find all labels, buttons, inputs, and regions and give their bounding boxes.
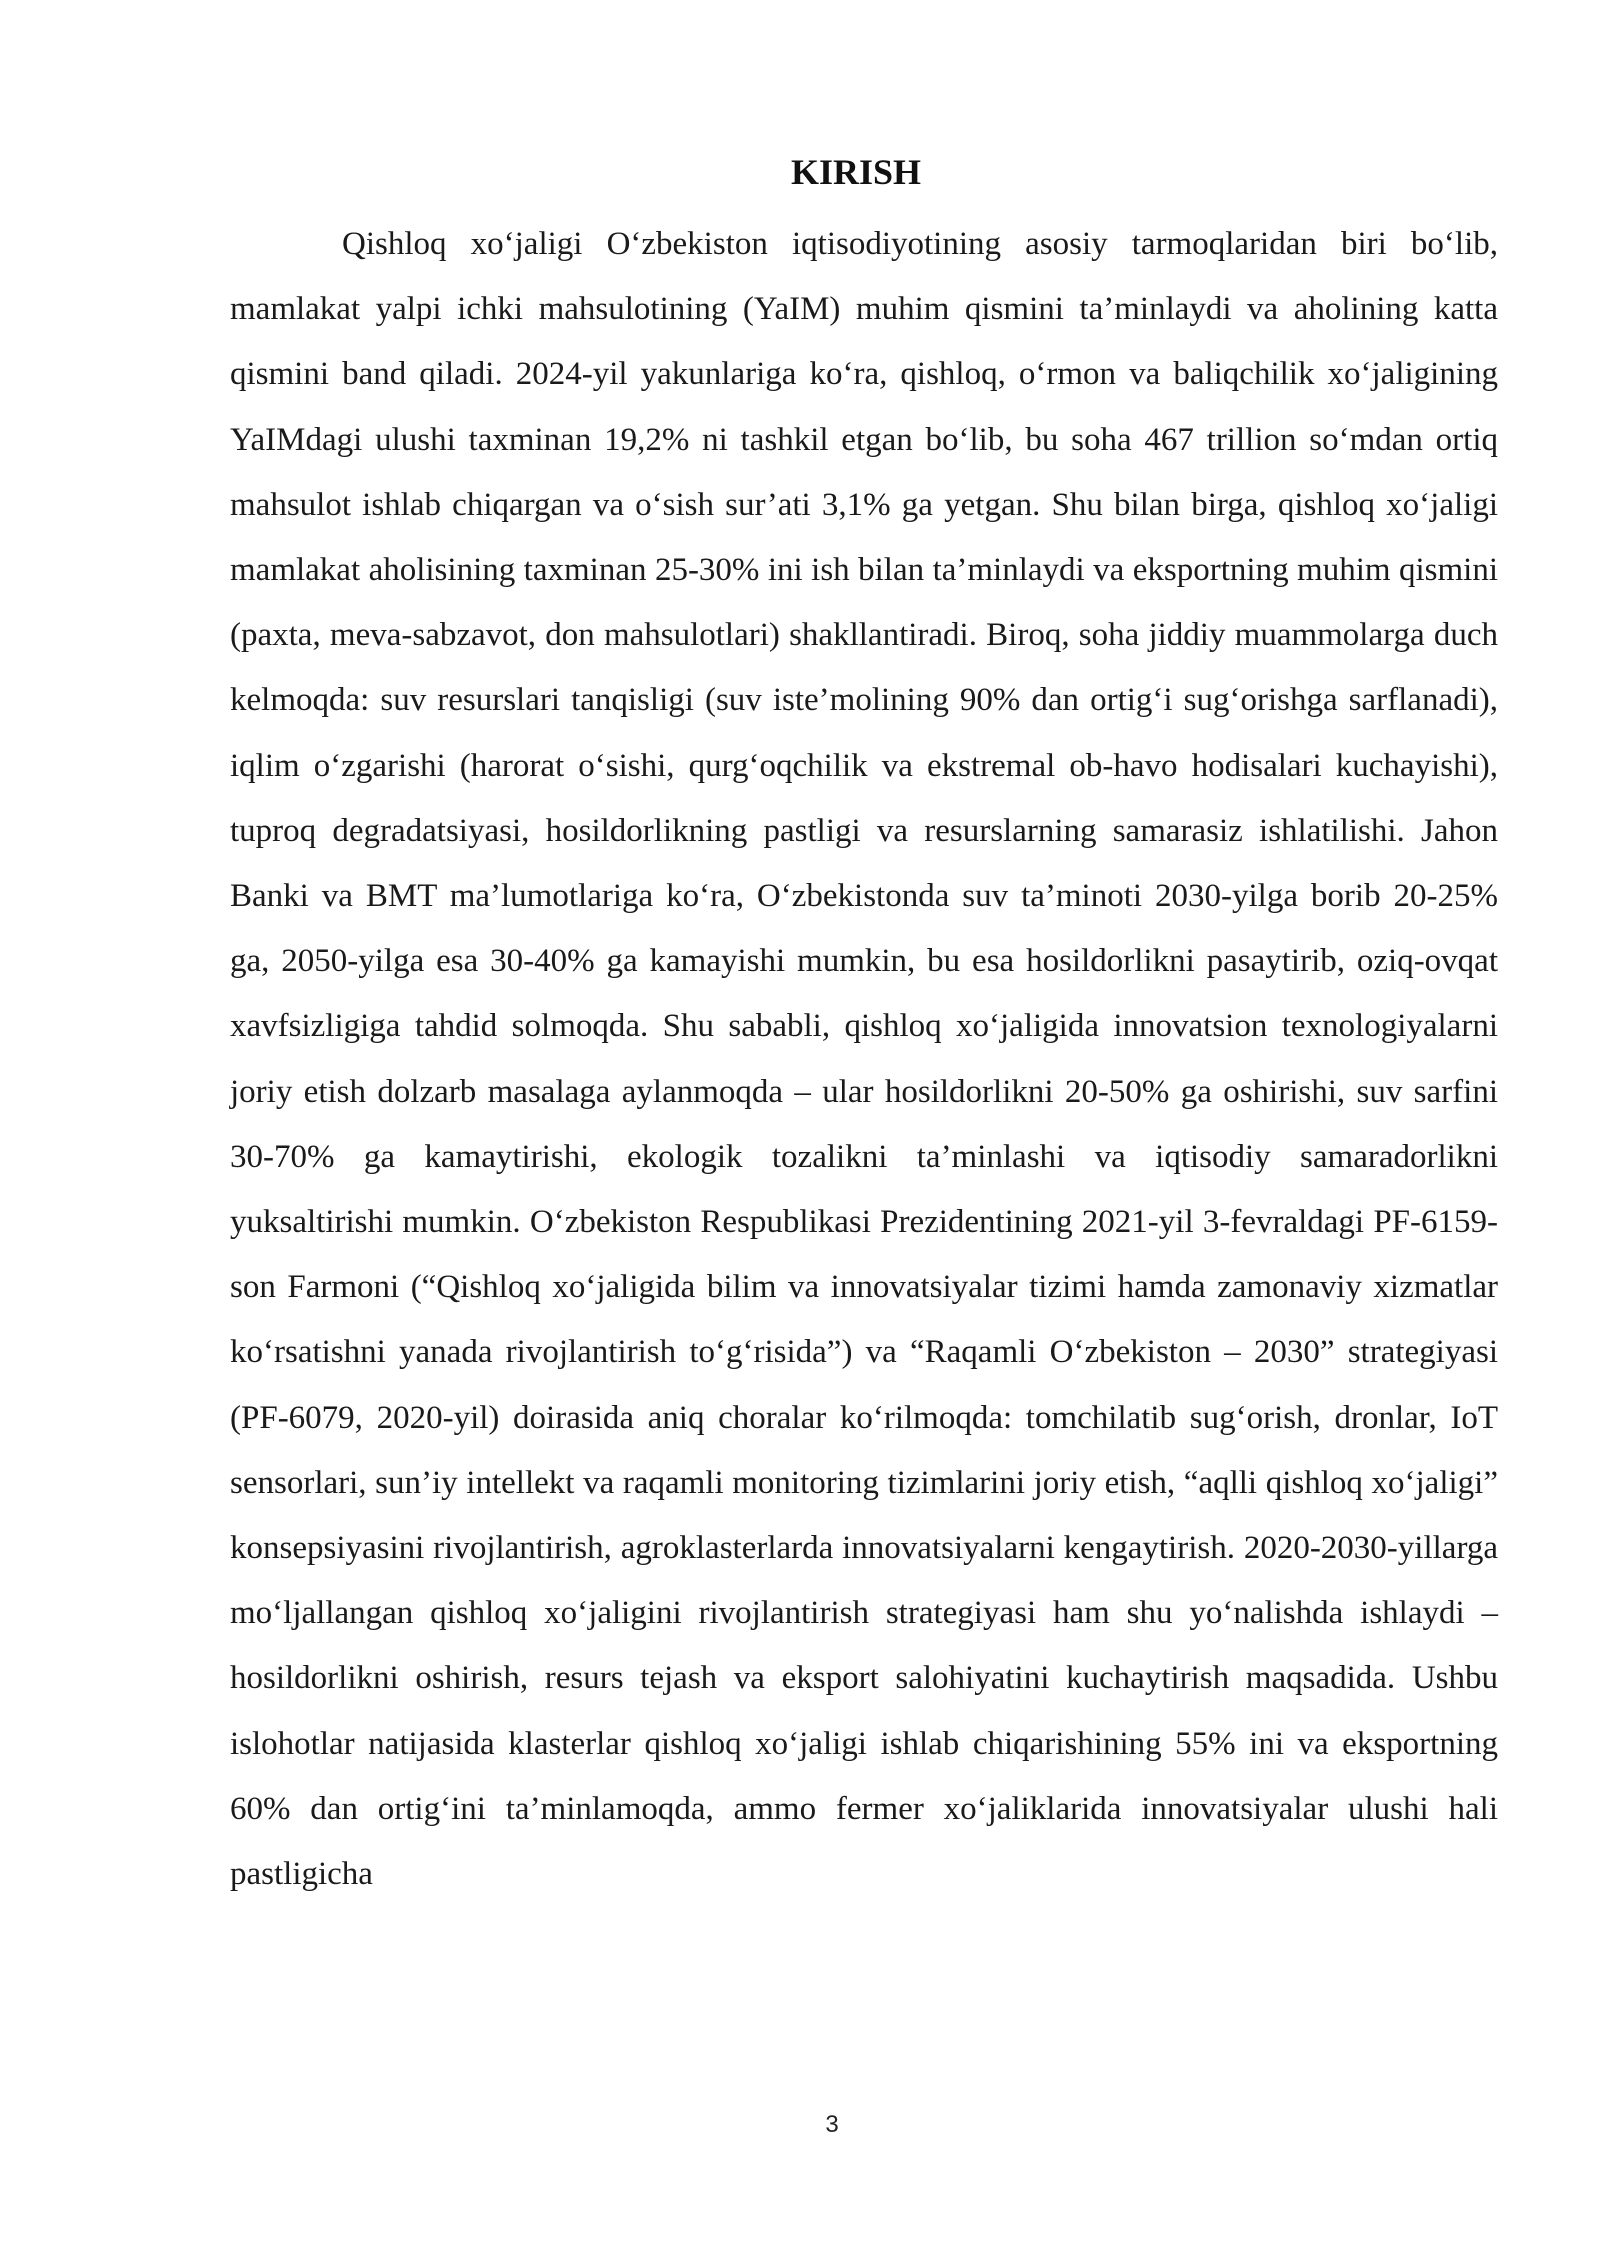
section-heading: KIRISH: [790, 152, 922, 192]
page-number: 3: [825, 2111, 839, 2138]
body-paragraph: Qishloq xo‘jaligi O‘zbekiston iqtisodiyotining asosiy tarmoqlaridan biri bo‘lib, mamlakat yalpi ichki mahsulotining (YaIM) muhim qismini ta’minlaydi va aholining katta qismini band qiladi. 2024-yil yakunlariga ko‘ra, qishloq, o‘rmon va baliqchilik xo‘jaligining YaIMdagi ulushi taxminan 19,2% ni tashkil etgan bo‘lib, bu soha 467 trillion so‘mdan ortiq mahsulot ishlab chiqargan va o‘sish sur’ati 3,1% ga yetgan. Shu bilan birga, qishloq xo‘jaligi mamlakat aholisining taxminan 25-30% ini ish bilan ta’minlaydi va eksportning muhim qismini (paxta, meva-sabzavot, don mahsulotlari) shakllantiradi. Biroq, soha jiddiy muammolarga duch kelmoqda: suv resurslari tanqisligi (suv iste’molining 90% dan ortig‘i sug‘orishga sarflanadi), iqlim o‘zgarishi (harorat o‘sishi, qurg‘oqchilik va ekstremal ob-havo hodisalari kuchayishi), tuproq degradatsiyasi, hosildorlikning pastligi va resurslarning samarasiz ishlatilishi. Jahon Banki va BMT ma’lumotlariga ko‘ra, O‘zbekistonda suv ta’minoti 2030-yilga borib 20-25% ga, 2050-yilga esa 30-40% ga kamayishi mumkin, bu esa hosildorlikni pasaytirib, oziq-ovqat xavfsizligiga tahdid solmoqda. Shu sababli, qishloq xo‘jaligida innovatsion texnologiyalarni joriy etish dolzarb masalaga aylanmoqda – ular hosildorlikni 20-50% ga oshirishi, suv sarfini 30-70% ga kamaytirishi, ekologik tozalikni ta’minlashi va iqtisodiy samaradorlikni yuksaltirishi mumkin. O‘zbekiston Respublikasi Prezidentining 2021-yil 3-fevraldagi PF-6159-son Farmoni (“Qishloq xo‘jaligida bilim va innovatsiyalar tizimi hamda zamonaviy xizmatlar ko‘rsatishni yanada rivojlantirish to‘g‘risida”) va “Raqamli O‘zbekiston – 2030” strategiyasi (PF-6079, 2020-yil) doirasida aniq choralar ko‘rilmoqda: tomchilatib sug‘orish, dronlar, IoT sensorlari, sun’iy intellekt va raqamli monitoring tizimlarini joriy etish, “aqlli qishloq xo‘jaligi” konsepsiyasini rivojlantirish, agroklasterlarda innovatsiyalarni kengaytirish. 2020-2030-yillarga mo‘ljallangan qishloq xo‘jaligini rivojlantirish strategiyasi ham shu yo‘nalishda ishlaydi – hosildorlikni oshirish, resurs tejash va eksport salohiyatini kuchaytirish maqsadida. Ushbu islohotlar natijasida klasterlar qishloq xo‘jaligi ishlab chiqarishining 55% ini va eksportning 60% dan ortig‘ini ta’minlamoqda, ammo fermer xo‘jaliklarida innovatsiyalar ulushi hali pastligicha: [230, 226, 1498, 1893]
